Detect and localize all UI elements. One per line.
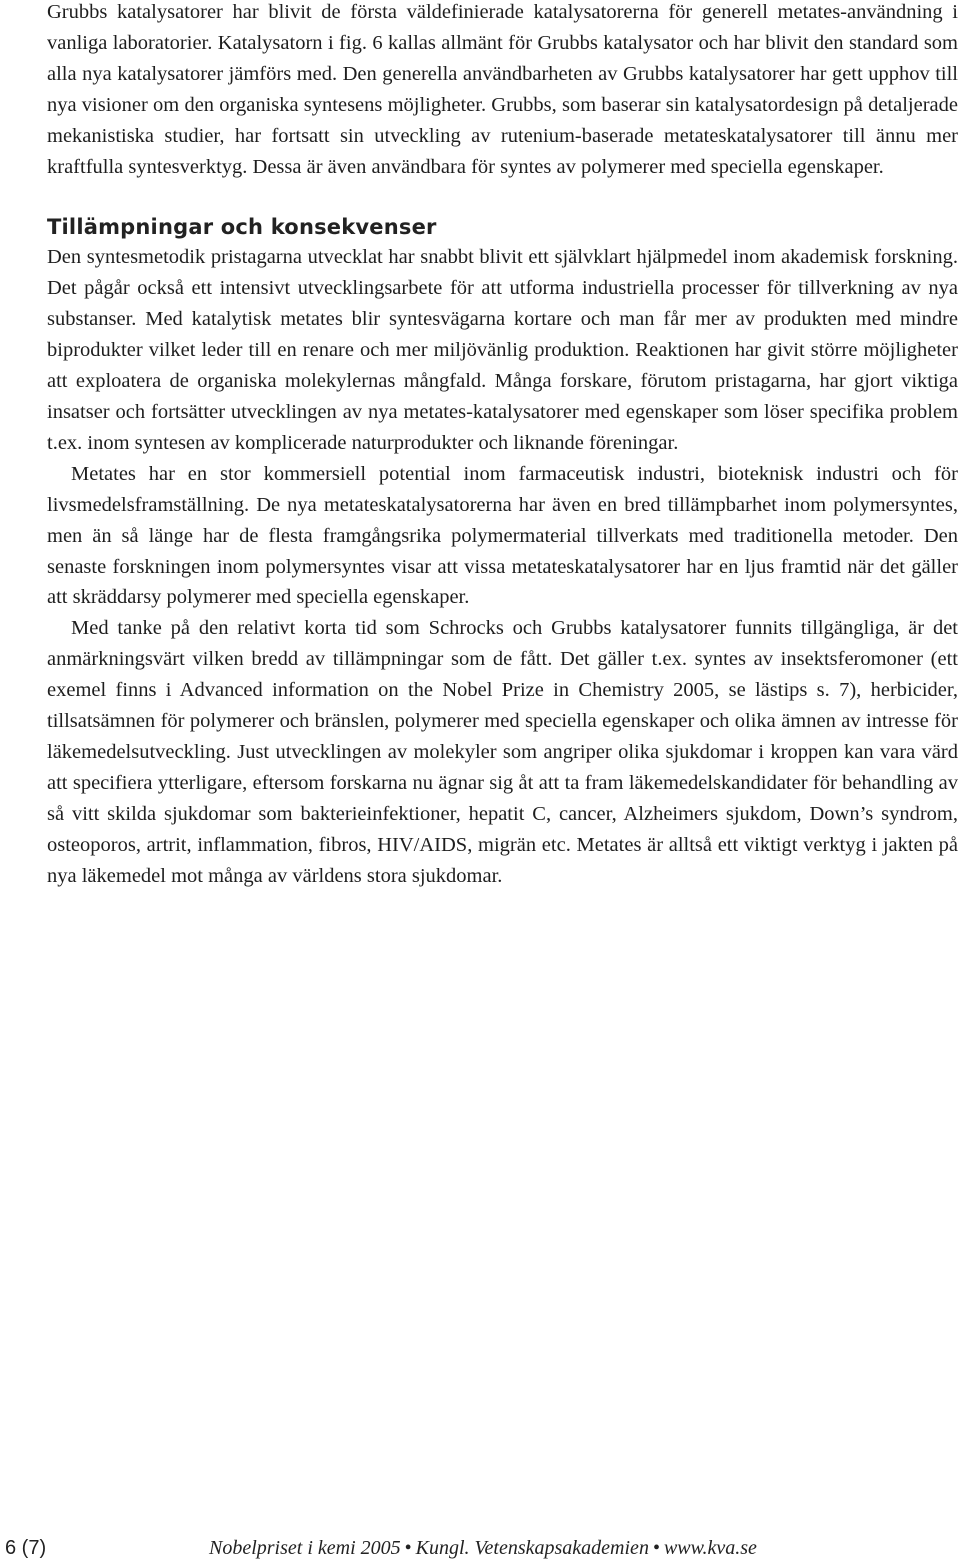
page-number: 6 (7) <box>5 1537 47 1559</box>
footer-separator: • <box>404 1537 412 1559</box>
footer-credit <box>209 1533 757 1563</box>
page-footer <box>0 1533 960 1563</box>
paragraph-applications: Den syntesmetodik pristagarna utvecklat har snabbt blivit ett självklart hjälpmedel inom akademisk forskning. Det pågår också ett intensivt utvecklingsarbete för att utforma industriella processer för tillverkning av nya substanser. Med katalytisk metates blir syntesvägarna kortare och man får mer av produkten med mindre biprodukter vilket leder till en renare och mer miljövänlig produktion. Reaktionen har givit större möjligheter att exploatera de organiska molekylernas mångfald. Många forskare, förutom pristagarna, har gjort viktiga insatser och fortsätter utvecklingen av nya metates-katalysatorer med egenskaper som löser specifika problem t.ex. inom syntesen av komplicerade naturprodukter och liknande föreningar. <box>47 246 958 454</box>
paragraph-drug-development: Med tanke på den relativt korta tid som Schrocks och Grubbs katalysatorer funnits tillgängliga, är det anmärkningsvärt vilken bredd av tillämpningar som de fått. Det gäller t.ex. syntes av insektsferomoner (ett exemel finns i Advanced information on the Nobel Prize in Chemistry 2005, se lästips s. 7), herbicider, tillsatsämnen för polymerer och bränslen, polymerer med speciella egenskaper och olika ämnen av intresse för läkemedelsutveckling. Just utvecklingen av molekyler som angriper olika sjukdomar i kroppen kan vara värd att specifiera ytterligare, eftersom forskarna nu ägnar sig åt att ta fram läkemedelskandidater för behandling av så vitt skilda sjukdomar som bakterieinfektioner, hepatit C, cancer, Alzheimers sjukdom, Down’s syndrom, osteoporos, artrit, inflammation, fibros, HIV/AIDS, migrän etc. Metates är alltså ett viktigt verktyg i jakten på nya läkemedel mot många av världens stora sjukdomar. <box>47 617 958 887</box>
paragraph-grubbs-catalysts: Grubbs katalysatorer har blivit de första väldefinierade katalysatorerna för generell metates-användning i vanliga laboratorier. Katalysatorn i fig. 6 kallas allmänt för Grubbs katalysator och har blivit den standard som alla nya katalysatorer jämförs med. Den generella användbarheten av Grubbs katalysatorer har gett upphov till nya visioner om den organiska syntesens möjligheter. Grubbs, som baserar sin katalysatordesign på detaljerade mekanistiska studier, har fortsatt sin utveckling av rutenium-baserade metateskatalysatorer till ännu mer kraftfulla syntesverktyg. Dessa är även användbara för syntes av polymerer med speciella egenskaper. <box>47 1 958 178</box>
footer-publication: Nobelpriset i kemi 2005 <box>209 1537 401 1559</box>
footer-website-link[interactable]: www.kva.se <box>663 1537 757 1559</box>
document-page <box>47 0 958 891</box>
section-heading: Tillämpningar och konsekvenser <box>47 215 437 240</box>
footer-separator: • <box>652 1537 660 1559</box>
footer-academy: Kungl. Vetenskapsakademien <box>415 1537 649 1559</box>
paragraph-commercial-potential: Metates har en stor kommersiell potential inom farmaceutisk industri, bioteknisk industri och för livsmedelsframställning. De nya metateskatalysatorerna har även en bred tillämpbarhet inom polymersyntes, men än så länge har de flesta framgångsrika polymermaterial tillverkats med traditionella metoder. Den senaste forskningen inom polymersyntes visar att vissa metateskatalysatorer har en ljus framtid när det gäller att skräddarsy polymerer med speciella egenskaper. <box>47 462 958 609</box>
